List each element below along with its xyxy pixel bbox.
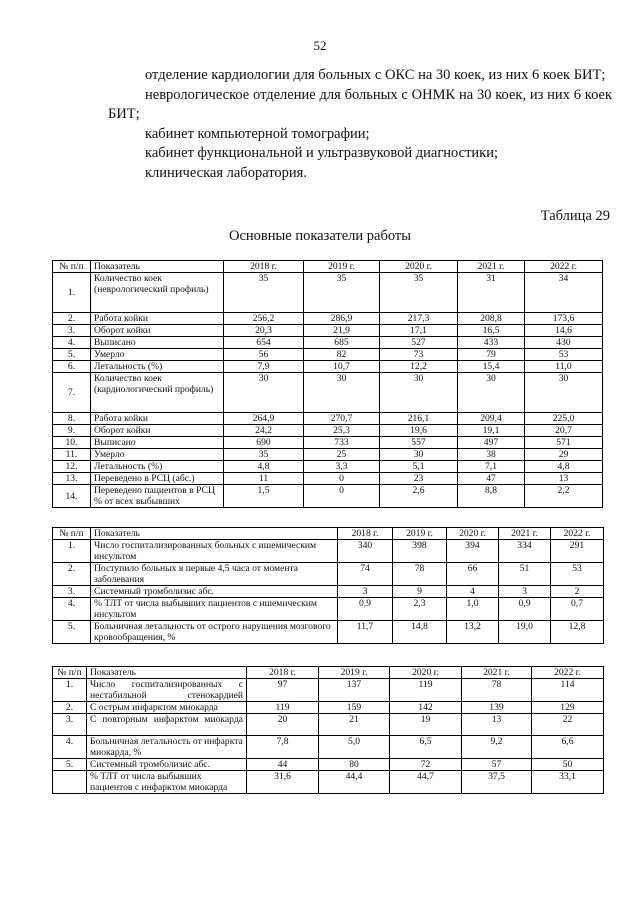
value-cell: 30: [525, 373, 603, 413]
value-cell: 79: [458, 349, 525, 361]
stroke-table: [52, 527, 604, 644]
indicator-cell: Количество коек (неврологический профиль): [91, 273, 224, 313]
value-cell: 9: [393, 586, 447, 598]
row-number-cell: 12.: [53, 461, 91, 473]
value-cell: 527: [380, 337, 458, 349]
value-cell: 2,3: [393, 598, 447, 621]
indicator-cell: Летальность (%): [91, 461, 224, 473]
value-cell: 0: [304, 473, 380, 485]
value-cell: 1,5: [224, 485, 304, 508]
value-cell: 217,3: [380, 313, 458, 325]
value-cell: 14,8: [393, 621, 447, 644]
table-row: [53, 361, 603, 373]
intro-paragraph: неврологическое отделение для больных с ОНМК на 30 коек, из них 6 коек БИТ;: [108, 86, 612, 122]
indicator-cell: Число госпитализированных с нестабильной стенокардией: [87, 679, 247, 702]
value-cell: 20,7: [525, 425, 603, 437]
table-header-row: [53, 667, 604, 679]
value-cell: 4,8: [525, 461, 603, 473]
value-cell: 733: [304, 437, 380, 449]
value-cell: 1,0: [447, 598, 499, 621]
column-header-number: № п/п: [53, 667, 87, 679]
value-cell: 430: [525, 337, 603, 349]
value-cell: 35: [304, 273, 380, 313]
table-row: [53, 714, 604, 736]
value-cell: 30: [380, 373, 458, 413]
column-header-year: 2020 г.: [447, 528, 499, 540]
value-cell: 4,8: [224, 461, 304, 473]
value-cell: 0,7: [551, 598, 604, 621]
value-cell: 57: [462, 759, 532, 771]
value-cell: 24,2: [224, 425, 304, 437]
table-label: Таблица 29: [540, 208, 610, 224]
value-cell: 25,3: [304, 425, 380, 437]
row-number-cell: 2.: [53, 313, 91, 325]
value-cell: 0: [304, 485, 380, 508]
value-cell: 30: [458, 373, 525, 413]
value-cell: 53: [551, 563, 604, 586]
column-header-year: 2022 г.: [525, 261, 603, 273]
value-cell: 51: [499, 563, 551, 586]
value-cell: 15,4: [458, 361, 525, 373]
indicator-cell: Поступило больных в первые 4,5 часа от момента заболевания: [91, 563, 338, 586]
indicator-cell: Системный тромболизис абс.: [87, 759, 247, 771]
row-number-cell: 5.: [53, 621, 91, 644]
table-row: [53, 586, 604, 598]
table-row: [53, 540, 604, 563]
row-number-cell: 11.: [53, 449, 91, 461]
value-cell: 23: [380, 473, 458, 485]
table-row: [53, 759, 604, 771]
row-number-cell: 10.: [53, 437, 91, 449]
indicator-cell: Выписано: [91, 437, 224, 449]
value-cell: 114: [532, 679, 604, 702]
value-cell: 394: [447, 540, 499, 563]
indicator-cell: Работа койки: [91, 313, 224, 325]
table-row: [53, 449, 603, 461]
indicator-cell: Выписано: [91, 337, 224, 349]
value-cell: 33,1: [532, 771, 604, 794]
value-cell: 11,0: [525, 361, 603, 373]
value-cell: 10,7: [304, 361, 380, 373]
indicator-cell: Больничная летальность от инфаркта миокарда, %: [87, 736, 247, 759]
value-cell: 208,8: [458, 313, 525, 325]
table-row: [53, 461, 603, 473]
table-row: [53, 373, 603, 413]
value-cell: 7,1: [458, 461, 525, 473]
indicator-cell: Число госпитализированных больных с ишемическим инсультом: [91, 540, 338, 563]
value-cell: 19: [390, 714, 462, 736]
value-cell: 47: [458, 473, 525, 485]
table-row: [53, 325, 603, 337]
value-cell: 398: [393, 540, 447, 563]
value-cell: 9,2: [462, 736, 532, 759]
value-cell: 13: [525, 473, 603, 485]
row-number-cell: 3.: [53, 714, 87, 736]
column-header-year: 2018 г.: [338, 528, 393, 540]
column-header-indicator: Показатель: [91, 528, 338, 540]
row-number-cell: 5.: [53, 759, 87, 771]
table-row: [53, 425, 603, 437]
value-cell: 129: [532, 702, 604, 714]
row-number-cell: 4.: [53, 337, 91, 349]
value-cell: 6,6: [532, 736, 604, 759]
row-number-cell: 8.: [53, 413, 91, 425]
row-number-cell: 2.: [53, 702, 87, 714]
value-cell: 13: [462, 714, 532, 736]
indicator-cell: Умерло: [91, 449, 224, 461]
value-cell: 256,2: [224, 313, 304, 325]
value-cell: 8,8: [458, 485, 525, 508]
row-number-cell: 7.: [53, 373, 91, 413]
value-cell: 72: [390, 759, 462, 771]
indicator-cell: Переведено пациентов в РСЦ % от всех выбывших: [91, 485, 224, 508]
value-cell: 7,9: [224, 361, 304, 373]
value-cell: 216,1: [380, 413, 458, 425]
indicator-cell: Количество коек (кардиологический профиль): [91, 373, 224, 413]
value-cell: 159: [319, 702, 390, 714]
value-cell: 270,7: [304, 413, 380, 425]
table-row: [53, 598, 604, 621]
value-cell: 291: [551, 540, 604, 563]
indicator-cell: Работа койки: [91, 413, 224, 425]
value-cell: 225,0: [525, 413, 603, 425]
value-cell: 142: [390, 702, 462, 714]
value-cell: 14,6: [525, 325, 603, 337]
value-cell: 35: [224, 449, 304, 461]
value-cell: 82: [304, 349, 380, 361]
value-cell: 139: [462, 702, 532, 714]
row-number-cell: 5.: [53, 349, 91, 361]
value-cell: 654: [224, 337, 304, 349]
value-cell: 53: [525, 349, 603, 361]
value-cell: 12,8: [551, 621, 604, 644]
intro-paragraph: кабинет функциональной и ультразвуковой диагностики;: [145, 145, 498, 161]
column-header-year: 2022 г.: [551, 528, 604, 540]
value-cell: 2,6: [380, 485, 458, 508]
row-number-cell: 3.: [53, 586, 91, 598]
row-number-cell: 9.: [53, 425, 91, 437]
row-number-cell: 1.: [53, 540, 91, 563]
table-row: [53, 679, 604, 702]
value-cell: 30: [304, 373, 380, 413]
table-header-row: [53, 261, 603, 273]
value-cell: 44: [247, 759, 319, 771]
value-cell: 31,6: [247, 771, 319, 794]
table-row: [53, 337, 603, 349]
value-cell: 119: [247, 702, 319, 714]
row-number-cell: 4.: [53, 598, 91, 621]
intro-paragraph: кабинет компьютерной томографии;: [145, 125, 370, 142]
value-cell: 286,9: [304, 313, 380, 325]
value-cell: 557: [380, 437, 458, 449]
indicator-cell: С повторным инфарктом миокарда: [87, 714, 247, 736]
row-number-cell: 14.: [53, 485, 91, 508]
column-header-year: 2022 г.: [532, 667, 604, 679]
value-cell: 38: [458, 449, 525, 461]
row-number-cell: 1.: [53, 679, 87, 702]
value-cell: 571: [525, 437, 603, 449]
column-header-year: 2021 г.: [462, 667, 532, 679]
value-cell: 20,3: [224, 325, 304, 337]
table-row: [53, 771, 604, 794]
value-cell: 19,1: [458, 425, 525, 437]
value-cell: 16,5: [458, 325, 525, 337]
table-row: [53, 437, 603, 449]
column-header-indicator: Показатель: [91, 261, 224, 273]
indicator-cell: Оборот койки: [91, 425, 224, 437]
value-cell: 30: [224, 373, 304, 413]
column-header-year: 2020 г.: [390, 667, 462, 679]
value-cell: 78: [462, 679, 532, 702]
column-header-year: 2021 г.: [499, 528, 551, 540]
value-cell: 0,9: [499, 598, 551, 621]
column-header-year: 2018 г.: [247, 667, 319, 679]
value-cell: 3,3: [304, 461, 380, 473]
value-cell: 78: [393, 563, 447, 586]
column-header-year: 2020 г.: [380, 261, 458, 273]
value-cell: 30: [380, 449, 458, 461]
cardiology-table: [52, 666, 604, 794]
value-cell: 74: [338, 563, 393, 586]
indicator-cell: Переведено в РСЦ (абс.): [91, 473, 224, 485]
table-row: [53, 563, 604, 586]
value-cell: 3: [338, 586, 393, 598]
column-header-year: 2019 г.: [304, 261, 380, 273]
column-header-year: 2021 г.: [458, 261, 525, 273]
value-cell: 685: [304, 337, 380, 349]
indicator-cell: С острым инфарктом миокарда: [87, 702, 247, 714]
intro-paragraph: клиническая лаборатория.: [145, 164, 307, 181]
indicator-cell: % ТЛТ от числа выбывших пациентов с ишемическим инсультом: [91, 598, 338, 621]
value-cell: 37,5: [462, 771, 532, 794]
value-cell: 340: [338, 540, 393, 563]
column-header-number: № п/п: [53, 261, 91, 273]
value-cell: 173,6: [525, 313, 603, 325]
value-cell: 13,2: [447, 621, 499, 644]
table-header-row: [53, 528, 604, 540]
table-title: Основные показатели работы: [229, 228, 411, 244]
value-cell: 21,9: [304, 325, 380, 337]
value-cell: 4: [447, 586, 499, 598]
value-cell: 11: [224, 473, 304, 485]
value-cell: 21: [319, 714, 390, 736]
value-cell: 334: [499, 540, 551, 563]
column-header-indicator: Показатель: [87, 667, 247, 679]
table-row: [53, 349, 603, 361]
value-cell: 11,7: [338, 621, 393, 644]
intro-paragraph: отделение кардиологии для больных с ОКС на 30 коек, из них 6 коек БИТ;: [145, 67, 606, 83]
column-header-number: № п/п: [53, 528, 91, 540]
row-number-cell: 13.: [53, 473, 91, 485]
value-cell: 50: [532, 759, 604, 771]
column-header-year: 2018 г.: [224, 261, 304, 273]
value-cell: 17,1: [380, 325, 458, 337]
value-cell: 12,2: [380, 361, 458, 373]
value-cell: 137: [319, 679, 390, 702]
row-number-cell: 4.: [53, 736, 87, 759]
table-row: [53, 621, 604, 644]
row-number-cell: [53, 771, 87, 794]
value-cell: 119: [390, 679, 462, 702]
value-cell: 73: [380, 349, 458, 361]
indicator-cell: Больничная летальность от острого нарушения мозгового кровообращения, %: [91, 621, 338, 644]
value-cell: 22: [532, 714, 604, 736]
table-row: [53, 313, 603, 325]
table-row: [53, 273, 603, 313]
table-row: [53, 736, 604, 759]
column-header-year: 2019 г.: [393, 528, 447, 540]
table-row: [53, 702, 604, 714]
value-cell: 97: [247, 679, 319, 702]
row-number-cell: 6.: [53, 361, 91, 373]
value-cell: 209,4: [458, 413, 525, 425]
value-cell: 44,4: [319, 771, 390, 794]
value-cell: 2,2: [525, 485, 603, 508]
table-row: [53, 473, 603, 485]
value-cell: 5,1: [380, 461, 458, 473]
value-cell: 19,0: [499, 621, 551, 644]
page-number: 52: [313, 38, 327, 53]
intro-text: [108, 66, 612, 183]
value-cell: 3: [499, 586, 551, 598]
row-number-cell: 1.: [53, 273, 91, 313]
value-cell: 35: [380, 273, 458, 313]
row-number-cell: 2.: [53, 563, 91, 586]
value-cell: 34: [525, 273, 603, 313]
indicators-table: [52, 260, 603, 508]
value-cell: 44,7: [390, 771, 462, 794]
value-cell: 25: [304, 449, 380, 461]
indicator-cell: Умерло: [91, 349, 224, 361]
value-cell: 66: [447, 563, 499, 586]
value-cell: 6,5: [390, 736, 462, 759]
value-cell: 19,6: [380, 425, 458, 437]
table-row: [53, 413, 603, 425]
value-cell: 80: [319, 759, 390, 771]
indicator-cell: Системный тромболизис абс.: [91, 586, 338, 598]
row-number-cell: 3.: [53, 325, 91, 337]
indicator-cell: Оборот койки: [91, 325, 224, 337]
value-cell: 29: [525, 449, 603, 461]
value-cell: 497: [458, 437, 525, 449]
value-cell: 2: [551, 586, 604, 598]
value-cell: 7,8: [247, 736, 319, 759]
indicator-cell: Летальность (%): [91, 361, 224, 373]
column-header-year: 2019 г.: [319, 667, 390, 679]
value-cell: 433: [458, 337, 525, 349]
value-cell: 5,0: [319, 736, 390, 759]
indicator-cell: % ТЛТ от числа выбывших пациентов с инфарктом миокарда: [87, 771, 247, 794]
value-cell: 56: [224, 349, 304, 361]
value-cell: 20: [247, 714, 319, 736]
value-cell: 264,9: [224, 413, 304, 425]
value-cell: 35: [224, 273, 304, 313]
value-cell: 690: [224, 437, 304, 449]
value-cell: 0,9: [338, 598, 393, 621]
table-row: [53, 485, 603, 508]
value-cell: 31: [458, 273, 525, 313]
